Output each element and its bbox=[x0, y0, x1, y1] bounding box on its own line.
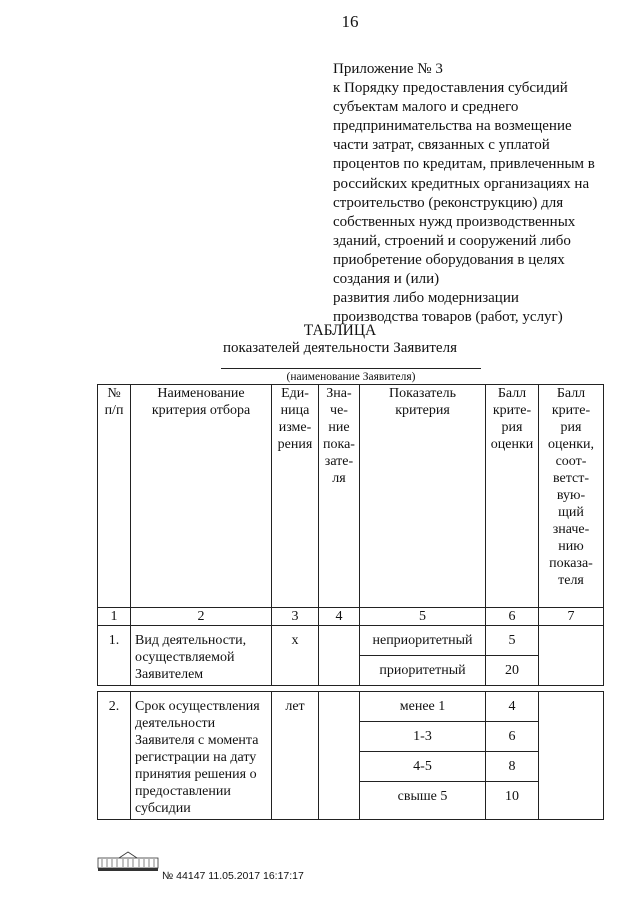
header-cell bbox=[131, 385, 272, 608]
header-score: Балл крите- рия оценки bbox=[490, 386, 534, 452]
indicator-label: свыше 5 bbox=[360, 782, 486, 820]
column-number: 6 bbox=[486, 608, 539, 626]
appendix-line: развития либо модернизации bbox=[333, 290, 519, 307]
appendix-line: производства товаров (работ, услуг) bbox=[333, 309, 563, 326]
row-unit: лет bbox=[272, 692, 319, 820]
row-value bbox=[319, 626, 360, 686]
table-title: ТАБЛИЦА bbox=[303, 322, 377, 339]
row-unit: х bbox=[272, 626, 319, 686]
column-number: 7 bbox=[539, 608, 604, 626]
indicators-table bbox=[97, 384, 604, 820]
row-matched-score bbox=[539, 692, 604, 820]
applicant-name-caption: (наименование Заявителя) bbox=[286, 371, 416, 383]
appendix-line: Приложение № 3 bbox=[333, 61, 443, 77]
column-number: 2 bbox=[131, 608, 272, 626]
column-number: 4 bbox=[319, 608, 360, 626]
building-logo-icon bbox=[97, 850, 159, 872]
indicator-label: менее 1 bbox=[360, 692, 486, 722]
column-number-row bbox=[98, 608, 604, 626]
row-criterion: Срок осуществления деятельности Заявителя с момента регистрации на дату принятия решения о предоставлении субсидии bbox=[131, 692, 272, 820]
header-cell bbox=[98, 385, 131, 608]
page-number: 16 bbox=[341, 12, 359, 31]
header-cell bbox=[319, 385, 360, 608]
row-num: 1. bbox=[98, 626, 131, 686]
appendix-line: процентов по кредитам, привлеченным в bbox=[333, 156, 595, 173]
indicator-label: приоритетный bbox=[360, 656, 486, 686]
header-indicator: Показатель критерия bbox=[389, 386, 456, 418]
column-number: 5 bbox=[360, 608, 486, 626]
indicator-score: 20 bbox=[486, 656, 539, 686]
header-cell bbox=[486, 385, 539, 608]
appendix-line: предпринимательства на возмещение bbox=[333, 118, 572, 135]
applicant-name-line bbox=[221, 368, 481, 369]
appendix-line: российских кредитных организациях на bbox=[333, 175, 590, 192]
appendix-line: части затрат, связанных с уплатой bbox=[333, 137, 550, 154]
appendix-line: собственных нужд производственных bbox=[333, 213, 576, 230]
row-matched-score bbox=[539, 626, 604, 686]
appendix-line: приобретение оборудования в целях bbox=[333, 251, 565, 268]
header-cell bbox=[272, 385, 319, 608]
indicator-score: 8 bbox=[486, 752, 539, 782]
appendix-line: создания и (или) bbox=[333, 271, 440, 288]
table-row bbox=[98, 626, 604, 656]
indicator-score: 6 bbox=[486, 722, 539, 752]
row-criterion: Вид деятельности, осуществляемой Заявителем bbox=[131, 626, 272, 686]
column-number: 3 bbox=[272, 608, 319, 626]
appendix-line: к Порядку предоставления субсидий bbox=[333, 80, 568, 97]
row-value bbox=[319, 692, 360, 820]
header-cell bbox=[360, 385, 486, 608]
header-unit: Еди- ница изме- рения bbox=[277, 386, 313, 452]
header-score-matched: Балл крите- рия оценки, соот- ветст- вую- щий значе- нию показа- теля bbox=[548, 386, 594, 588]
indicator-score: 4 bbox=[486, 692, 539, 722]
appendix-line: зданий, строений и сооружений либо bbox=[333, 232, 571, 249]
table-subtitle: показателей деятельности Заявителя bbox=[223, 340, 457, 356]
indicator-label: неприоритетный bbox=[360, 626, 486, 656]
appendix-line: строительство (реконструкцию) для bbox=[333, 194, 564, 211]
header-criterion: Наименование критерия отбора bbox=[151, 386, 251, 418]
column-number: 1 bbox=[98, 608, 131, 626]
indicator-label: 1-3 bbox=[360, 722, 486, 752]
document-reference: № 44147 11.05.2017 16:17:17 bbox=[162, 870, 304, 882]
indicator-score: 5 bbox=[486, 626, 539, 656]
indicator-score: 10 bbox=[486, 782, 539, 820]
table-header-row bbox=[98, 385, 604, 608]
table-row bbox=[98, 692, 604, 722]
header-value: Зна- че- ние пока- зате- ля bbox=[323, 386, 355, 486]
header-cell bbox=[539, 385, 604, 608]
header-num: № п/п bbox=[104, 386, 124, 418]
appendix-line: субъектам малого и среднего bbox=[333, 99, 519, 116]
appendix-block bbox=[333, 60, 633, 327]
indicator-label: 4-5 bbox=[360, 752, 486, 782]
row-num: 2. bbox=[98, 692, 131, 820]
